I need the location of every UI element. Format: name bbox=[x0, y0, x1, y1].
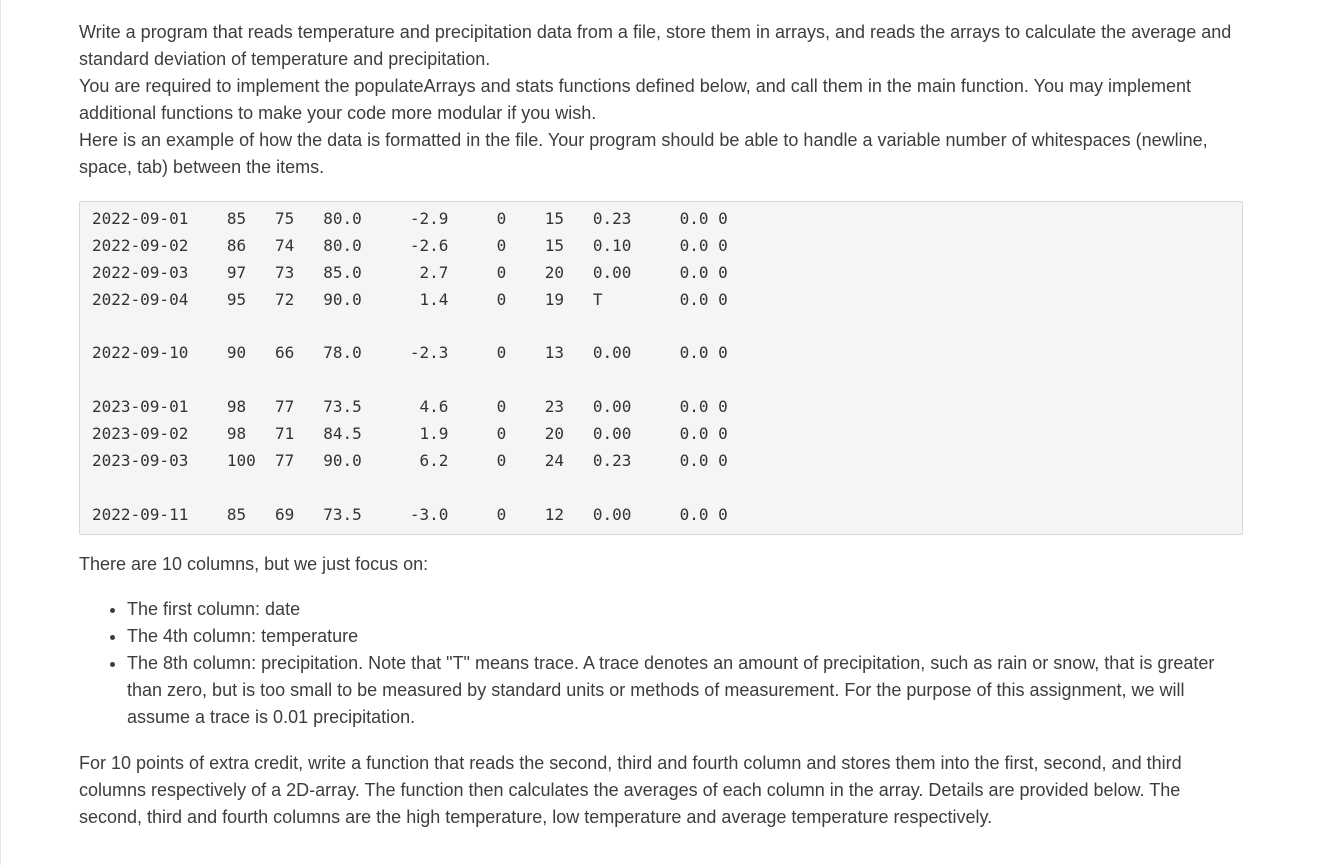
code-line: 2023-09-01 98 77 73.5 4.6 0 23 0.00 0.0 0 bbox=[92, 397, 728, 417]
code-line: 2022-09-03 97 73 85.0 2.7 0 20 0.00 0.0 0 bbox=[92, 262, 728, 282]
code-line: 2022-09-04 95 72 90.0 1.4 0 19 T 0.0 0 bbox=[92, 289, 728, 309]
code-line: 2022-09-11 85 69 73.5 -3.0 0 12 0.00 0.0 0 bbox=[92, 504, 728, 524]
data-format-code-block bbox=[79, 201, 1243, 535]
extra-credit-paragraph: For 10 points of extra credit, write a function that reads the second, third and fourth column and stores them into the first, second, and third columns respectively of a 2D-array. The function then calculates the averages of each column in the array. Details are provided below. The second, third and fourth columns are the high temperature, low temperature and average temperature respectively. bbox=[79, 752, 1182, 827]
code-line: 2022-09-01 85 75 80.0 -2.9 0 15 0.23 0.0 0 bbox=[92, 209, 728, 228]
left-border bbox=[0, 0, 1, 865]
intro-paragraph-2: You are required to implement the populateArrays and stats functions defined below, and call them in the main function. You may implement additional functions to make your code more modular if you wish. bbox=[79, 76, 1192, 123]
list-item: • The 8th column: precipitation. Note that "T" means trace. A trace denotes an amount of precipitation, such as rain or snow, that is greater than zero, but is too small to be measured by standard units or methods of measurement. For the purpose of this assignment, we will assume a trace is 0.01 precipitation. bbox=[127, 650, 1243, 731]
columns-note: There are 10 columns, but we just focus on: bbox=[79, 553, 429, 574]
code-line: 2023-09-03 100 77 90.0 6.2 0 24 0.23 0.0 0 bbox=[92, 451, 728, 471]
intro-section bbox=[79, 19, 1243, 181]
intro-paragraph-1: Write a program that reads temperature and precipitation data from a file, store them in arrays, and reads the arrays to calculate the average and standard deviation of temperature and precipitation. bbox=[79, 22, 1232, 69]
code-line bbox=[92, 367, 1230, 394]
code-line bbox=[92, 475, 1230, 502]
code-line bbox=[92, 314, 1230, 341]
code-line: 2022-09-02 86 74 80.0 -2.6 0 15 0.10 0.0 0 bbox=[92, 235, 728, 255]
list-item: • The 4th column: temperature bbox=[127, 623, 1243, 650]
focus-column-list bbox=[79, 596, 1243, 731]
intro-paragraph-3: Here is an example of how the data is formatted in the file. Your program should be able to handle a variable number of whitespaces (newline, space, tab) between the items. bbox=[79, 130, 1208, 177]
list-item: • The first column: date bbox=[127, 596, 1243, 623]
assignment-content bbox=[79, 19, 1243, 831]
code-line: 2023-09-02 98 71 84.5 1.9 0 20 0.00 0.0 0 bbox=[92, 424, 728, 444]
code-line: 2022-09-10 90 66 78.0 -2.3 0 13 0.00 0.0 0 bbox=[92, 343, 728, 363]
